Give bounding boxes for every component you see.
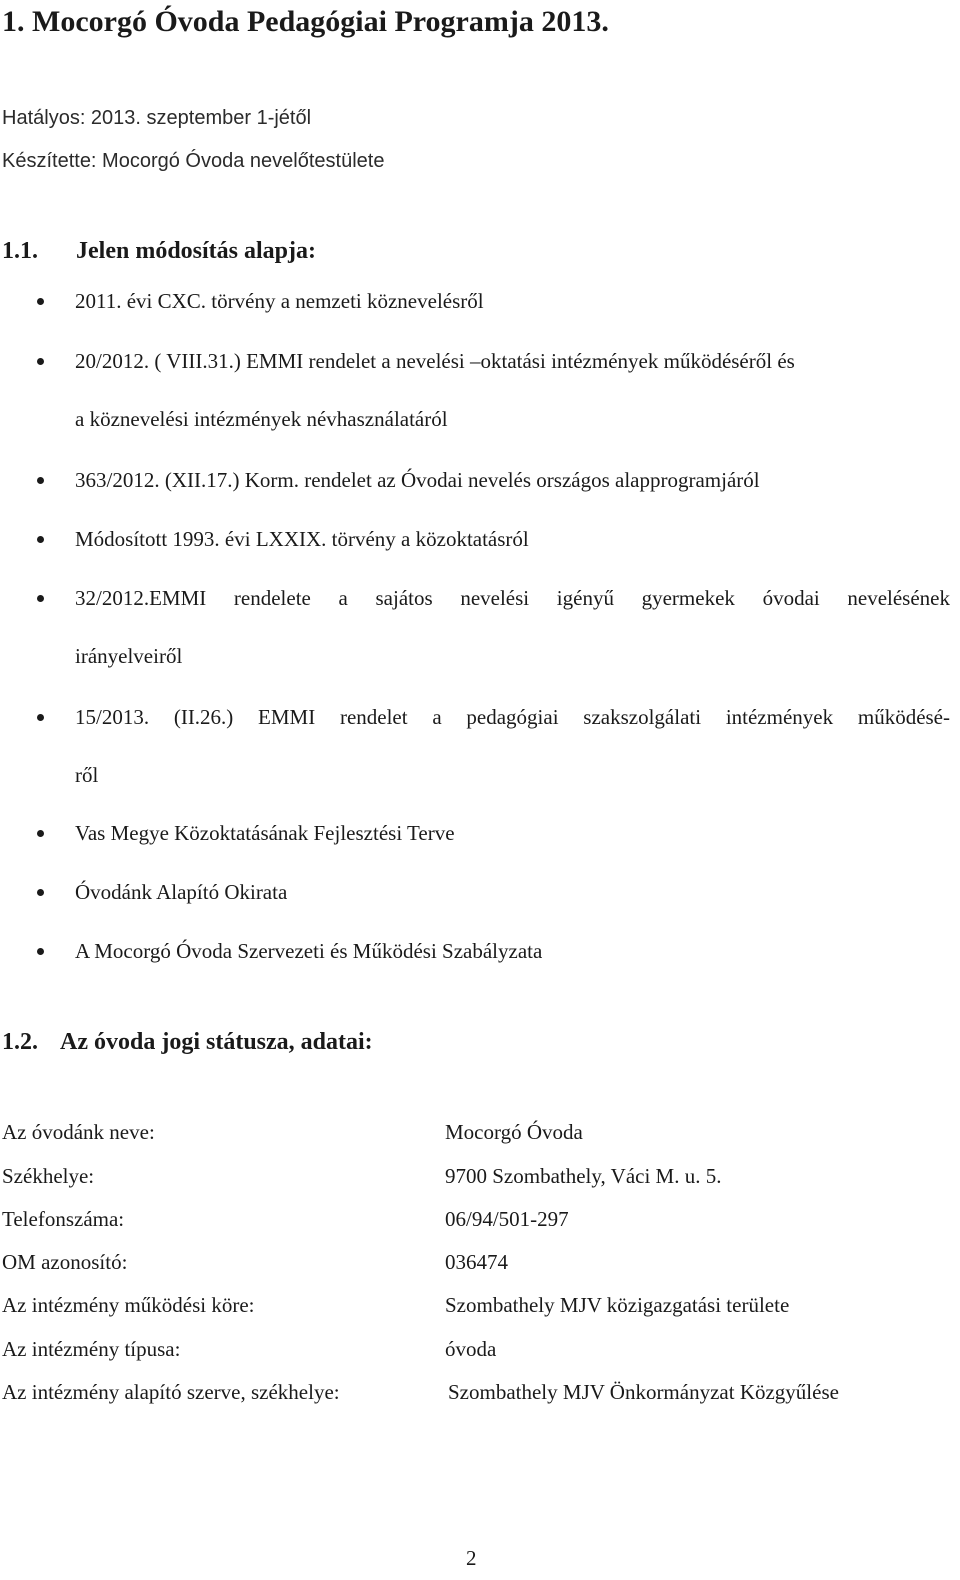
row-label: Az intézmény típusa: — [2, 1337, 181, 1361]
row-label: Az óvodánk neve: — [2, 1120, 155, 1144]
row-value: Mocorgó Óvoda — [445, 1120, 583, 1144]
section-number: 1.2. — [2, 1029, 38, 1055]
bullet-icon — [37, 477, 44, 484]
list-item: Módosított 1993. évi LXXIX. törvény a közoktatásról — [75, 527, 529, 551]
row-value: Szombathely MJV közigazgatási területe — [445, 1293, 790, 1317]
list-item: 363/2012. (XII.17.) Korm. rendelet az Óvodai nevelés országos alapprogramjáról — [75, 468, 760, 492]
bullet-icon — [37, 948, 44, 955]
bullet-icon — [37, 714, 44, 721]
list-item: 15/2013. (II.26.) EMMI rendelet a pedagógiai szakszolgálati intézmények működésé- — [75, 705, 950, 729]
bullet-icon — [37, 889, 44, 896]
list-item-continuation: a köznevelési intézmények névhasználatáról — [75, 407, 448, 431]
bullet-icon — [37, 595, 44, 602]
bullet-icon — [37, 358, 44, 365]
row-value: 06/94/501-297 — [445, 1207, 569, 1231]
list-item: 32/2012.EMMI rendelete a sajátos nevelési igényű gyermekek óvodai nevelésének — [75, 586, 950, 610]
list-item-continuation: irányelveiről — [75, 644, 183, 668]
list-item: 2011. évi CXC. törvény a nemzeti köznevelésről — [75, 289, 484, 313]
row-label: Az intézmény működési köre: — [2, 1293, 255, 1317]
row-value: 9700 Szombathely, Váci M. u. 5. — [445, 1164, 722, 1188]
row-label: Telefonszáma: — [2, 1207, 125, 1231]
section-number: 1.1. — [2, 238, 38, 264]
section-heading-text: Jelen módosítás alapja: — [76, 238, 316, 264]
row-value: Szombathely MJV Önkormányzat Közgyűlése — [448, 1380, 839, 1404]
document-title: 1. Mocorgó Óvoda Pedagógiai Programja 2013. — [2, 5, 609, 38]
list-item: Óvodánk Alapító Okirata — [75, 880, 288, 904]
section-heading-1-2 — [2, 1027, 373, 1057]
bullet-icon — [37, 830, 44, 837]
row-value: óvoda — [445, 1337, 497, 1361]
page-number: 2 — [466, 1546, 477, 1570]
row-label: Székhelye: — [2, 1164, 95, 1188]
section-heading-text: Az óvoda jogi státusza, adatai: — [60, 1029, 373, 1055]
bullet-icon — [37, 536, 44, 543]
row-label: Az intézmény alapító szerve, székhelye: — [2, 1380, 340, 1404]
section-heading-1-1 — [2, 236, 316, 266]
row-value: 036474 — [445, 1250, 508, 1274]
effective-date: Hatályos: 2013. szeptember 1-jétől — [2, 107, 312, 129]
list-item: 20/2012. ( VIII.31.) EMMI rendelet a nevelési –oktatási intézmények működéséről és — [75, 349, 795, 373]
prepared-by: Készítette: Mocorgó Óvoda nevelőtestülete — [2, 150, 385, 172]
list-item-continuation: ről — [75, 763, 99, 787]
row-label: OM azonosító: — [2, 1250, 128, 1274]
bullet-icon — [37, 298, 44, 305]
list-item: A Mocorgó Óvoda Szervezeti és Működési Szabályzata — [75, 939, 543, 963]
list-item: Vas Megye Közoktatásának Fejlesztési Terve — [75, 821, 455, 845]
